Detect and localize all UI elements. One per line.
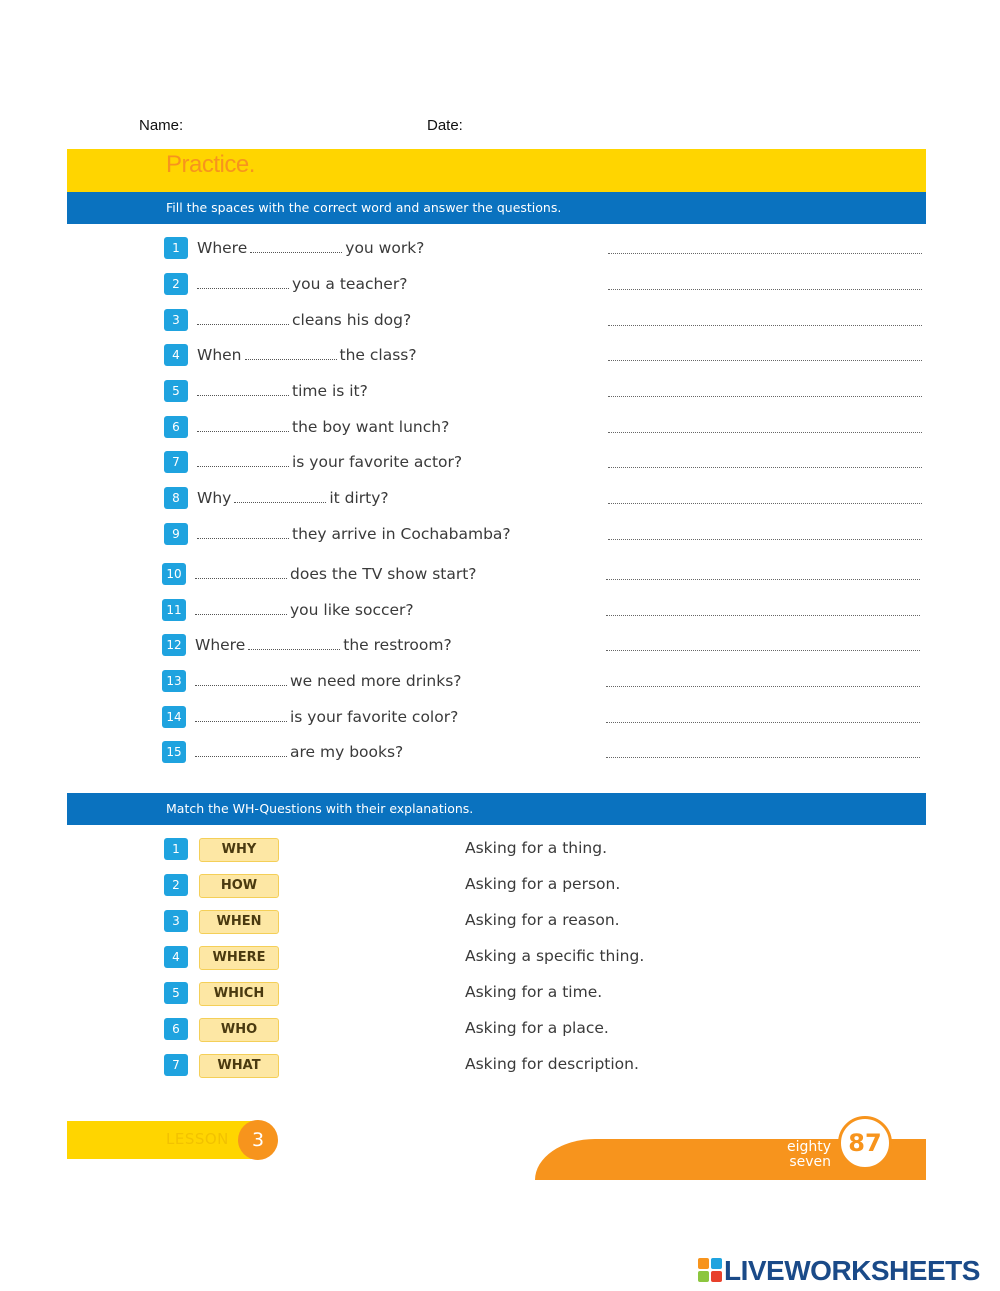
match-row [164,1054,724,1080]
question-text [197,275,407,293]
title-band [67,149,926,192]
explanation-target[interactable]: Asking for a reason. [465,911,620,929]
question-text [197,311,411,329]
match-number-badge: 1 [164,838,188,860]
brand-name: LIVEWORKSHEETS [724,1255,980,1286]
question-row [162,741,862,765]
explanation-target[interactable]: Asking for a thing. [465,839,608,857]
match-row [164,838,724,864]
wh-word-tile[interactable]: WHICH [199,982,279,1006]
explanation-target[interactable]: Asking for a time. [465,983,603,1001]
fill-in-blank[interactable] [197,419,289,432]
question-suffix: is your favorite actor? [292,453,463,471]
question-number-badge: 4 [164,344,188,366]
question-text [197,418,449,436]
question-number-badge: 12 [162,634,186,656]
page-title: Practice. [166,151,255,178]
section1-instruction-band [67,192,926,224]
question-row [162,670,862,694]
question-number-badge: 5 [164,380,188,402]
name-label: Name: [139,117,184,134]
question-row [164,451,864,475]
question-suffix: is your favorite color? [290,708,459,726]
question-row [164,237,864,261]
liveworksheets-logo-icon [698,1258,722,1282]
question-prefix: Where [197,239,248,257]
question-text [195,743,403,761]
fill-in-blank[interactable] [197,312,289,325]
question-row [164,380,864,404]
question-row [164,523,864,547]
question-prefix: Why [197,489,232,507]
question-row [162,634,862,658]
lesson-label: LESSON [166,1130,229,1148]
section2-instruction: Match the WH-Questions with their explanations. [166,801,474,816]
question-suffix: you a teacher? [292,275,408,293]
question-number-badge: 11 [162,599,186,621]
question-text [197,453,462,471]
question-text [195,601,414,619]
fill-in-blank[interactable] [195,744,287,757]
fill-in-blank[interactable] [195,709,287,722]
answer-line[interactable] [608,539,922,540]
fill-in-blank[interactable] [195,566,287,579]
fill-in-blank[interactable] [234,490,326,503]
wh-word-tile[interactable]: WHERE [199,946,279,970]
answer-line[interactable] [608,325,922,326]
question-text [197,525,511,543]
question-number-badge: 10 [162,563,186,585]
question-suffix: does the TV show start? [290,565,477,583]
page-seam [67,701,137,711]
answer-line[interactable] [606,757,920,758]
fill-in-blank[interactable] [197,454,289,467]
wh-word-tile[interactable]: WHAT [199,1054,279,1078]
question-suffix: the class? [339,346,417,364]
question-row [162,563,862,587]
explanation-target[interactable]: Asking a specific thing. [465,947,645,965]
match-number-badge: 7 [164,1054,188,1076]
question-prefix: Where [195,636,246,654]
page-word: PAGE [794,1124,831,1140]
fill-in-blank[interactable] [195,602,287,615]
explanation-target[interactable]: Asking for a person. [465,875,621,893]
answer-line[interactable] [608,360,922,361]
question-text [195,672,462,690]
question-suffix: the boy want lunch? [292,418,450,436]
fill-in-blank[interactable] [195,673,287,686]
match-number-badge: 6 [164,1018,188,1040]
question-suffix: you like soccer? [290,601,414,619]
wh-word-tile[interactable]: WHO [199,1018,279,1042]
match-row [164,910,724,936]
explanation-target[interactable]: Asking for description. [465,1055,639,1073]
question-suffix: it dirty? [329,489,389,507]
page-number: 87 [838,1116,892,1170]
question-text [197,239,424,257]
answer-line[interactable] [606,615,920,616]
answer-line[interactable] [608,503,922,504]
question-text [197,382,368,400]
answer-line[interactable] [608,289,922,290]
fill-in-blank[interactable] [197,526,289,539]
question-prefix: When [197,346,242,364]
fill-in-blank[interactable] [245,347,337,360]
question-row [164,309,864,333]
question-number-badge: 13 [162,670,186,692]
question-row [164,487,864,511]
explanation-target[interactable]: Asking for a place. [465,1019,609,1037]
fill-in-blank[interactable] [197,383,289,396]
question-number-badge: 14 [162,706,186,728]
match-row [164,874,724,900]
match-row [164,946,724,972]
question-number-badge: 1 [164,237,188,259]
fill-in-blank[interactable] [250,240,342,253]
wh-word-tile[interactable]: WHEN [199,910,279,934]
answer-line[interactable] [608,253,922,254]
question-suffix: we need more drinks? [290,672,462,690]
question-text [197,346,417,364]
answer-line[interactable] [606,650,920,651]
page-label [753,1125,831,1170]
question-number-badge: 7 [164,451,188,473]
lesson-number: 3 [238,1120,278,1160]
question-suffix: are my books? [290,743,404,761]
question-number-badge: 3 [164,309,188,331]
question-text [195,565,477,583]
match-row [164,982,724,1008]
question-text [195,708,458,726]
match-number-badge: 3 [164,910,188,932]
question-suffix: cleans his dog? [292,311,412,329]
answer-line[interactable] [606,579,920,580]
match-number-badge: 4 [164,946,188,968]
worksheet-page [67,149,926,1180]
question-row [162,706,862,730]
question-suffix: they arrive in Cochabamba? [292,525,511,543]
wh-word-tile[interactable]: WHY [199,838,279,862]
question-text [197,489,389,507]
wh-word-tile[interactable]: HOW [199,874,279,898]
answer-line[interactable] [608,396,922,397]
answer-line[interactable] [606,722,920,723]
match-number-badge: 5 [164,982,188,1004]
question-row [162,599,862,623]
answer-line[interactable] [606,686,920,687]
section1-instruction: Fill the spaces with the correct word and answer the questions. [166,200,562,215]
question-suffix: time is it? [292,382,368,400]
question-number-badge: 15 [162,741,186,763]
answer-line[interactable] [608,432,922,433]
question-suffix: the restroom? [343,636,452,654]
question-number-badge: 9 [164,523,188,545]
question-text [195,636,452,654]
question-number-badge: 6 [164,416,188,438]
fill-in-blank[interactable] [197,276,289,289]
question-row [164,273,864,297]
question-row [164,344,864,368]
answer-line[interactable] [608,467,922,468]
fill-in-blank[interactable] [248,637,340,650]
question-number-badge: 2 [164,273,188,295]
match-row [164,1018,724,1044]
match-number-badge: 2 [164,874,188,896]
page-number-words: eighty seven [786,1139,831,1170]
lesson-band [67,1121,257,1159]
question-number-badge: 8 [164,487,188,509]
date-label: Date: [427,117,463,134]
question-row [164,416,864,440]
section2-instruction-band [67,793,926,825]
question-suffix: you work? [345,239,425,257]
